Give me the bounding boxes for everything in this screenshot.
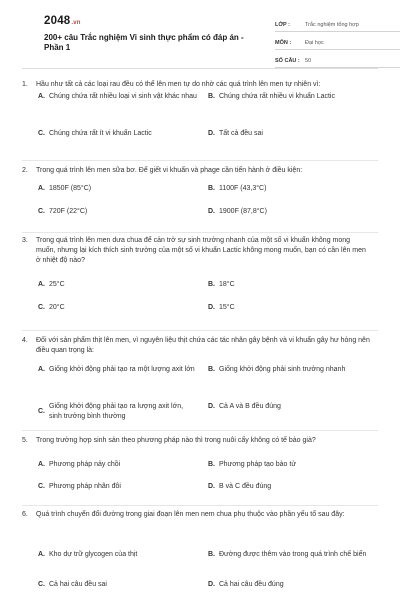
option-letter: B.	[208, 366, 215, 373]
meta-label: MÔN :	[275, 40, 292, 46]
answer-option[interactable]	[208, 92, 378, 102]
site-logo[interactable]	[44, 15, 81, 27]
answer-option[interactable]	[38, 365, 203, 375]
question-stem	[22, 510, 378, 520]
option-text: Phương pháp tạo bào tử	[219, 461, 297, 468]
meta-label: SỐ CÂU :	[275, 58, 300, 64]
answer-option[interactable]	[208, 303, 378, 313]
option-text: Cả hai câu đều sai	[49, 581, 107, 588]
document-header	[22, 0, 378, 78]
meta-row-count	[275, 50, 400, 68]
option-letter: C.	[38, 408, 45, 415]
option-letter: A.	[38, 551, 45, 558]
answer-option[interactable]	[38, 303, 203, 313]
question-separator	[22, 430, 378, 431]
option-text: Chúng chứa rất nhiều loại vi sinh vật khác nhau	[49, 93, 197, 100]
option-letter: C.	[38, 581, 45, 588]
option-letter: C.	[38, 304, 45, 311]
question-number: 3.	[22, 237, 28, 244]
question-stem	[22, 236, 378, 266]
meta-value: Trắc nghiệm tổng hợp	[305, 22, 359, 28]
option-text: 1850F (85°C)	[49, 185, 92, 192]
question-stem	[22, 80, 378, 90]
option-letter: D.	[208, 483, 215, 490]
answer-option[interactable]	[38, 482, 203, 492]
option-text: 18°C	[219, 281, 235, 288]
option-letter: D.	[208, 304, 215, 311]
option-letter: D.	[208, 581, 215, 588]
option-text: 1100F (43,3°C)	[219, 185, 267, 192]
question-number: 6.	[22, 511, 28, 518]
option-text: Tất cả đều sai	[219, 130, 263, 137]
option-letter: A.	[38, 281, 45, 288]
option-text: Phương pháp nảy chồi	[49, 461, 121, 468]
option-letter: C.	[38, 130, 45, 137]
question-number: 5.	[22, 437, 28, 444]
option-letter: D.	[208, 403, 215, 410]
meta-label: LỚP :	[275, 22, 290, 28]
option-letter: C.	[38, 483, 45, 490]
option-letter: C.	[38, 208, 45, 215]
answer-option[interactable]	[208, 365, 378, 375]
answer-option[interactable]	[208, 402, 378, 412]
meta-value: Đại học	[305, 40, 324, 46]
option-letter: B.	[208, 551, 215, 558]
document-title: 200+ câu Trắc nghiệm Vi sinh thực phẩm có đáp án - Phần 1	[44, 33, 244, 52]
answer-option[interactable]	[208, 550, 378, 560]
option-text: 15°C	[219, 304, 235, 311]
logo-main: 2048	[44, 15, 71, 27]
answer-option[interactable]	[38, 207, 203, 217]
question-stem	[22, 166, 378, 176]
answer-option[interactable]	[38, 402, 203, 422]
logo-suffix: .vn	[71, 20, 81, 26]
answer-option[interactable]	[38, 280, 203, 290]
answer-option[interactable]	[38, 129, 203, 139]
option-letter: B.	[208, 461, 215, 468]
option-letter: B.	[208, 93, 215, 100]
meta-row-class	[275, 14, 400, 32]
option-letter: B.	[208, 185, 215, 192]
option-text: 20°C	[49, 304, 65, 311]
option-letter: D.	[208, 130, 215, 137]
answer-option[interactable]	[38, 184, 203, 194]
question-separator	[22, 330, 378, 331]
option-text: Giống khởi động phải tạo ra một lượng axit lớn	[49, 366, 195, 373]
answer-option[interactable]	[208, 580, 378, 590]
question-number: 1.	[22, 81, 28, 88]
question-text: Đối với sản phẩm thịt lên men, vì nguyên liệu thịt chứa các tác nhân gây bệnh và vi khuẩn gây hư hỏng nên điều quan trọng là:	[36, 337, 370, 354]
option-text: 1900F (87,8°C)	[219, 208, 267, 215]
question-separator	[22, 160, 378, 161]
option-text: B và C đều đúng	[219, 483, 272, 490]
question-text: Hầu như tất cả các loại rau đều có thể lên men tự do nhờ các quá trình lên men tự nhiên vì:	[36, 81, 321, 88]
question-stem	[22, 336, 378, 356]
question-text: Trong quá trình lên men dưa chua để cản trở sự sinh trưởng nhanh của một số vi khuẩn không mong muốn, nhưng lại kích thích sinh trưởng của một số vi khuẩn Lactic không mong muốn, bạn có cần lên men ở nhiệt độ nào?	[36, 237, 366, 264]
option-text: 720F (22°C)	[49, 208, 88, 215]
answer-option[interactable]	[38, 580, 203, 590]
question-separator	[22, 232, 378, 233]
option-text: Giống khởi động phải sinh trưởng nhanh	[219, 366, 346, 373]
answer-option[interactable]	[208, 280, 378, 290]
answer-option[interactable]	[208, 482, 378, 492]
option-letter: D.	[208, 208, 215, 215]
meta-panel	[275, 14, 400, 68]
answer-option[interactable]	[208, 184, 378, 194]
meta-row-subject	[275, 32, 400, 50]
header-divider	[22, 68, 378, 69]
option-letter: A.	[38, 93, 45, 100]
option-letter: A.	[38, 461, 45, 468]
answer-option[interactable]	[208, 207, 378, 217]
question-text: Trong quá trình lên men sữa bơ. Để giết vi khuẩn và phage cần tiến hành ở điều kiện:	[36, 167, 303, 174]
question-stem	[22, 436, 378, 446]
answer-option[interactable]	[208, 460, 378, 470]
option-letter: A.	[38, 366, 45, 373]
question-number: 2.	[22, 167, 28, 174]
option-letter: A.	[38, 185, 45, 192]
option-text: Giống khởi động phải tạo ra lượng axit lớn, sinh trưởng bình thường	[49, 403, 184, 420]
answer-option[interactable]	[208, 129, 378, 139]
meta-value: 50	[305, 58, 312, 64]
option-letter: B.	[208, 281, 215, 288]
option-text: Đường được thêm vào trong quá trình chế biến	[219, 551, 367, 558]
answer-option[interactable]	[38, 460, 203, 470]
option-text: Cả A và B đều đúng	[219, 403, 281, 410]
option-text: Chúng chứa rất ít vi khuẩn Lactic	[49, 130, 152, 137]
option-text: 25°C	[49, 281, 65, 288]
answer-option[interactable]	[38, 92, 203, 102]
answer-option[interactable]	[38, 550, 203, 560]
option-text: Phương pháp nhân đôi	[49, 483, 121, 490]
question-text: Trong trường hợp sinh sản theo phương pháp nào thì trong nuôi cấy không có tế bào già?	[36, 437, 316, 444]
question-number: 4.	[22, 337, 28, 344]
option-text: Cả hai câu đều đúng	[219, 581, 284, 588]
option-text: Kho dự trữ glycogen của thịt	[49, 551, 138, 558]
question-text: Quá trình chuyển đổi đường trong giai đoạn lên men nem chua phụ thuộc vào phần yếu tố sau đây:	[36, 511, 345, 518]
question-separator	[22, 505, 378, 506]
option-text: Chúng chứa rất nhiều vi khuẩn Lactic	[219, 93, 335, 100]
